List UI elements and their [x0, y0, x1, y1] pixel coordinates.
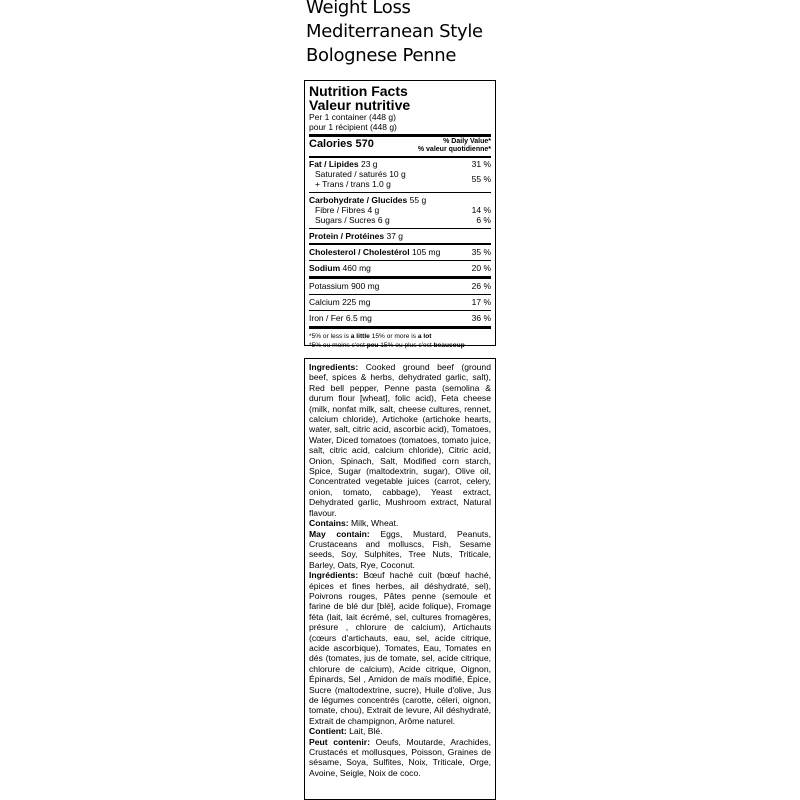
may-contain-fr-label: Peut contenir:: [309, 736, 370, 747]
ingredients-fr-label: Ingrédients:: [309, 570, 359, 581]
footnote: [309, 333, 491, 350]
divider-thin: [309, 294, 491, 295]
may-contain-fr: [309, 737, 491, 779]
fat-row: [309, 159, 491, 169]
may-contain-fr-text: Oeufs, Moutarde, Arachides, Crustacés et mollusques, Poisson, Graines de sésame, Soya, Sulfites, Noix, Triticale, Orge, Avoine, Seigle, Noix de coco.: [309, 736, 491, 778]
sugars-dv: 6 %: [476, 215, 491, 225]
calcium-amount: 225 mg: [342, 297, 371, 307]
trans-amount: 1.0 g: [371, 179, 391, 189]
saturated-label: Saturated / saturés: [315, 169, 387, 179]
ingredients-panel: [304, 358, 496, 800]
cholesterol-dv: 35 %: [471, 247, 491, 257]
saturated-row: [309, 169, 472, 179]
nutrition-facts-panel: [304, 80, 496, 349]
may-contain-en-text: Eggs, Mustard, Peanuts, Crustaceans and molluscs, Fish, Sesame seeds, Soy, Sulphites, Tree Nuts, Triticale, Barley, Oats, Rye, Coconut.: [309, 528, 491, 570]
protein-row: [309, 231, 491, 241]
calories-value: 570: [355, 138, 374, 150]
fat-amount: 23 g: [360, 159, 378, 169]
trans-row: [309, 179, 472, 189]
divider-thin: [309, 228, 491, 229]
trans-label: + Trans / trans: [315, 179, 370, 189]
ingredients-en: [309, 362, 491, 518]
sugars-row: [309, 215, 491, 225]
sodium-amount: 460 mg: [342, 263, 371, 273]
potassium-amount: 900 mg: [351, 281, 380, 291]
dv-header-en: % Daily Value*: [443, 138, 491, 145]
carb-label: Carbohydrate / Glucides: [309, 195, 408, 205]
potassium-dv: 26 %: [471, 281, 491, 291]
divider-thick: [309, 134, 491, 137]
calcium-dv: 17 %: [471, 297, 491, 307]
cholesterol-amount: 105 mg: [411, 247, 441, 257]
fibre-row: [309, 205, 491, 215]
calcium-row: [309, 297, 491, 307]
fat-dv: 31 %: [471, 159, 491, 169]
fibre-amount: 4 g: [367, 205, 380, 215]
ingredients-en-text: Cooked ground beef (ground beef, spices & herbs, dehydrated garlic, salt), Red bell pepper, Penne pasta (semolina & durum flour [wheat], folic acid), Feta cheese (milk, nonfat milk, salt, cheese cultures, rennet, calcium chloride), Artichoke (artichoke hearts, water, salt, citric acid, ascorbic acid), Tomatoes, Water, Diced tomatoes (tomatoes, tomato juice, salt, citric acid, calcium chloride), Citric acid, Onion, Spinach, Salt, Modified corn starch, Spice, Sugar (maltodextrin, sugar), Olive oil, Concentrated vegetable juices (carrot, celery, onion, tomato, cabbage), Yeast extract, Dehydrated garlic, Mushroom extract, Natural flavour.: [309, 362, 491, 518]
divider-thin: [309, 260, 491, 261]
potassium-label: Potassium: [309, 281, 349, 291]
ingredients-fr: [309, 570, 491, 726]
contains-fr: [309, 726, 491, 736]
ingredients-en-label: Ingredients:: [309, 362, 359, 372]
contains-fr-text: Lait, Blé.: [346, 726, 383, 737]
nutrition-title-fr: Valeur nutritive: [309, 97, 411, 113]
serving-size-fr: pour 1 récipient (448 g): [309, 122, 397, 132]
dv-header-fr: % valeur quotidienne*: [417, 146, 491, 153]
saturated-amount: 10 g: [389, 169, 406, 179]
may-contain-en-label: May contain:: [309, 528, 370, 539]
protein-label: Protein / Protéines: [309, 231, 385, 241]
calories-row: [309, 138, 491, 154]
divider-medium: [309, 156, 491, 158]
may-contain-en: [309, 529, 491, 571]
carb-amount: 55 g: [409, 195, 427, 205]
contains-fr-label: Contient:: [309, 726, 347, 737]
iron-dv: 36 %: [471, 313, 491, 323]
sat-trans-dv: 55 %: [471, 174, 491, 184]
potassium-row: [309, 281, 491, 291]
product-title-line: Weight Loss: [306, 0, 411, 18]
divider-medium: [309, 243, 491, 245]
sat-trans-group: [309, 169, 491, 189]
fibre-dv: 14 %: [471, 205, 491, 215]
contains-en-text: Milk, Wheat.: [348, 518, 399, 529]
divider-thick: [309, 276, 491, 279]
sugars-label: Sugars / Sucres: [315, 215, 376, 225]
cholesterol-row: [309, 247, 491, 257]
iron-row: [309, 313, 491, 323]
contains-en: [309, 518, 491, 528]
iron-amount: 6.5 mg: [345, 313, 372, 323]
protein-amount: 37 g: [386, 231, 404, 241]
product-title-line: Mediterranean Style: [306, 21, 483, 42]
sugars-amount: 6 g: [377, 215, 390, 225]
calcium-label: Calcium: [309, 297, 340, 307]
sodium-dv: 20 %: [471, 263, 491, 273]
carb-row: [309, 195, 491, 205]
footnote-en: *5% or less is a little 15% or more is a lot: [309, 333, 432, 340]
serving-size-en: Per 1 container (448 g): [309, 112, 396, 122]
calories-label: Calories: [309, 138, 353, 150]
product-title-line: Bolognese Penne: [306, 45, 457, 66]
sodium-row: [309, 263, 491, 273]
fibre-label: Fibre / Fibres: [315, 205, 366, 215]
ingredients-fr-text: Bœuf haché cuit (bœuf haché, épices et fines herbes, ail déshydraté, sel), Poivrons rouges, Pâtes penne (semoule et farine de blé dur [blé], acide folique), Fromage féta (lait, lait écrémé, sel, cultures fromagères, présure , chlorure de calcium), Artichauts (cœurs d'artichauts, eau, sel, acide citrique, acide ascorbique), Tomates, Eau, Tomates en dés (tomates, jus de tomate, sel, acide citrique, chlorure de calcium), Acide citrique, Oignon, Épinards, Sel , Amidon de maïs modifié, Épice, Sucre (maltodextrine, sucre), Huile d'olive, Jus de légumes concentrés (carotte, céleri, oignon, tomate, chou), Extrait de levure, Ail déshydraté, Extrait de champignon, Arôme naturel.: [309, 570, 491, 726]
product-title: [306, 0, 606, 68]
cholesterol-label: Cholesterol / Cholestérol: [309, 247, 410, 257]
footnote-fr: *5% ou moins c'est peu 15% ou plus c'est beaucoup: [309, 341, 465, 349]
contains-en-label: Contains:: [309, 518, 349, 529]
divider-thin: [309, 310, 491, 311]
sodium-label: Sodium: [309, 263, 341, 273]
iron-label: Iron / Fer: [309, 313, 344, 323]
nutrition-title-en: Nutrition Facts: [309, 83, 408, 99]
divider-thick: [309, 326, 491, 329]
divider-thin: [309, 192, 491, 193]
fat-label: Fat / Lipides: [309, 159, 359, 169]
